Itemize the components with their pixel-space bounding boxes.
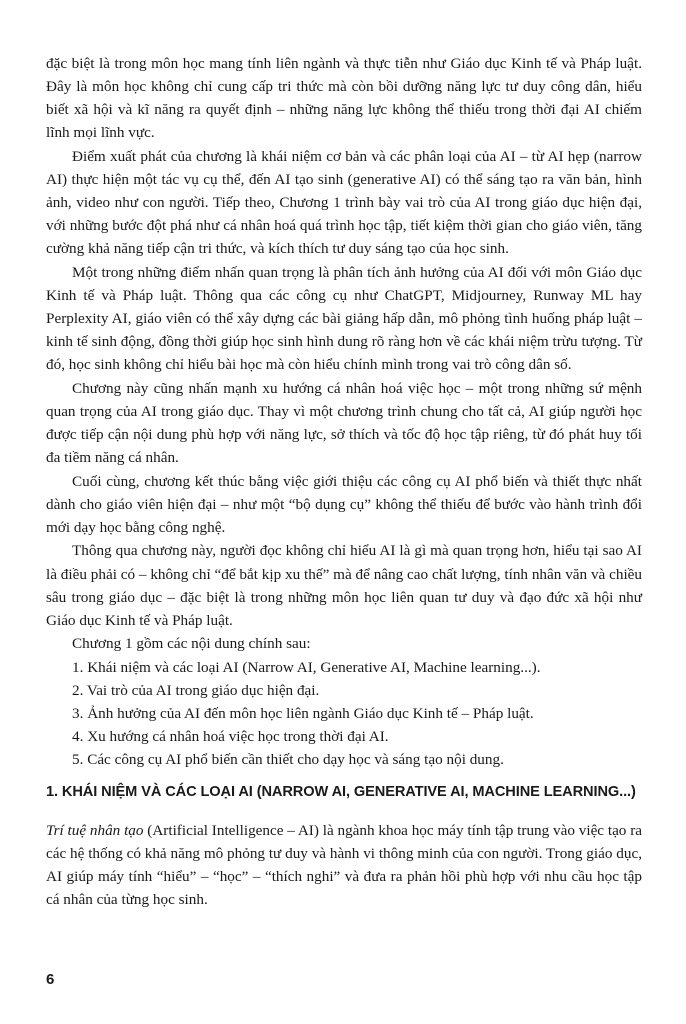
- paragraph: Chương này cũng nhấn mạnh xu hướng cá nhân hoá việc học – một trong những sứ mệnh quan trọng của AI trong giáo dục. Thay vì một chương trình chung cho tất cả, AI giúp người học được tiếp cận nội dung phù hợp với năng lực, sở thích và tốc độ học tập riêng, từ đó phát huy tối đa tiềm năng cá nhân.: [46, 379, 642, 467]
- list-intro: Chương 1 gồm các nội dung chính sau:: [72, 635, 311, 653]
- definition-text: (Artificial Intelligence – AI) là ngành khoa học máy tính tập trung vào việc tạo ra các hệ thống có khả năng mô phỏng tư duy và hành vi thông minh của con người. Trong giáo dục, AI giúp máy tính “hiểu” – “học” – “thích nghi” và đưa ra phản hồi phù hợp với nhu cầu học tập cá nhân của từng học sinh.: [46, 821, 643, 908]
- list-item: 4. Xu hướng cá nhân hoá việc học trong thời đại AI.: [72, 728, 389, 746]
- page-number: 6: [46, 971, 55, 988]
- definition-paragraph: [46, 819, 642, 911]
- list-item: 3. Ảnh hưởng của AI đến môn học liên ngành Giáo dục Kinh tế – Pháp luật.: [72, 705, 534, 723]
- term-italic: Trí tuệ nhân tạo: [46, 821, 144, 839]
- document-body: [46, 52, 642, 655]
- paragraph-continuation: đặc biệt là trong môn học mang tính liên ngành và thực tiễn như Giáo dục Kinh tế và Pháp luật. Đây là môn học không chỉ cung cấp tri thức mà còn bồi dưỡng năng lực tư duy công dân, hiểu biết xã hội và kĩ năng ra quyết định – những năng lực không thể thiếu trong thời đại AI chiếm lĩnh mọi lĩnh vực.: [46, 55, 642, 142]
- chapter-contents-list: [46, 656, 642, 771]
- paragraph: Thông qua chương này, người đọc không chỉ hiểu AI là gì mà quan trọng hơn, hiểu tại sao AI là điều phải có – không chỉ “để bắt kịp xu thế” mà để nâng cao chất lượng, tính nhân văn và chiều sâu trong giáo dục – đặc biệt là trong những môn học liên quan tư duy và đạo đức xã hội như Giáo dục Kinh tế và Pháp luật.: [46, 542, 642, 629]
- list-item: 1. Khái niệm và các loại AI (Narrow AI, Generative AI, Machine learning...).: [72, 658, 541, 676]
- list-item: 5. Các công cụ AI phổ biến cần thiết cho dạy học và sáng tạo nội dung.: [72, 751, 504, 769]
- paragraph: Một trong những điểm nhấn quan trọng là phân tích ảnh hưởng của AI đối với môn Giáo dục Kinh tế và Pháp luật. Thông qua các công cụ như ChatGPT, Midjourney, Runway ML hay Perplexity AI, giáo viên có thể xây dựng các bài giảng hấp dẫn, mô phỏng tình huống pháp luật – kinh tế sinh động, đồng thời giúp học sinh hình dung rõ ràng hơn về các khái niệm trừu tượng. Từ đó, học sinh không chỉ hiểu bài học mà còn hiểu chính mình trong vai trò công dân số.: [46, 263, 642, 374]
- paragraph: Cuối cùng, chương kết thúc bằng việc giới thiệu các công cụ AI phổ biến và thiết thực nhất dành cho giáo viên hiện đại – như một “bộ dụng cụ” không thể thiếu để bước vào hành trình đổi mới dạy học bằng công nghệ.: [46, 472, 642, 536]
- paragraph: Điểm xuất phát của chương là khái niệm cơ bản và các phân loại của AI – từ AI hẹp (narrow AI) thực hiện một tác vụ cụ thể, đến AI tạo sinh (generative AI) có thể sáng tạo ra văn bản, hình ảnh, video như con người. Tiếp theo, Chương 1 trình bày vai trò của AI trong giáo dục hiện đại, với những bước đột phá như cá nhân hoá quá trình học tập, tiết kiệm thời gian cho giáo viên, tăng cường khả năng tiếp cận tri thức, và kích thích tư duy sáng tạo của học sinh.: [46, 147, 642, 258]
- section-heading: 1. KHÁI NIỆM VÀ CÁC LOẠI AI (NARROW AI, GENERATIVE AI, MACHINE LEARNING...): [46, 784, 636, 801]
- list-item: 2. Vai trò của AI trong giáo dục hiện đại.: [72, 682, 320, 700]
